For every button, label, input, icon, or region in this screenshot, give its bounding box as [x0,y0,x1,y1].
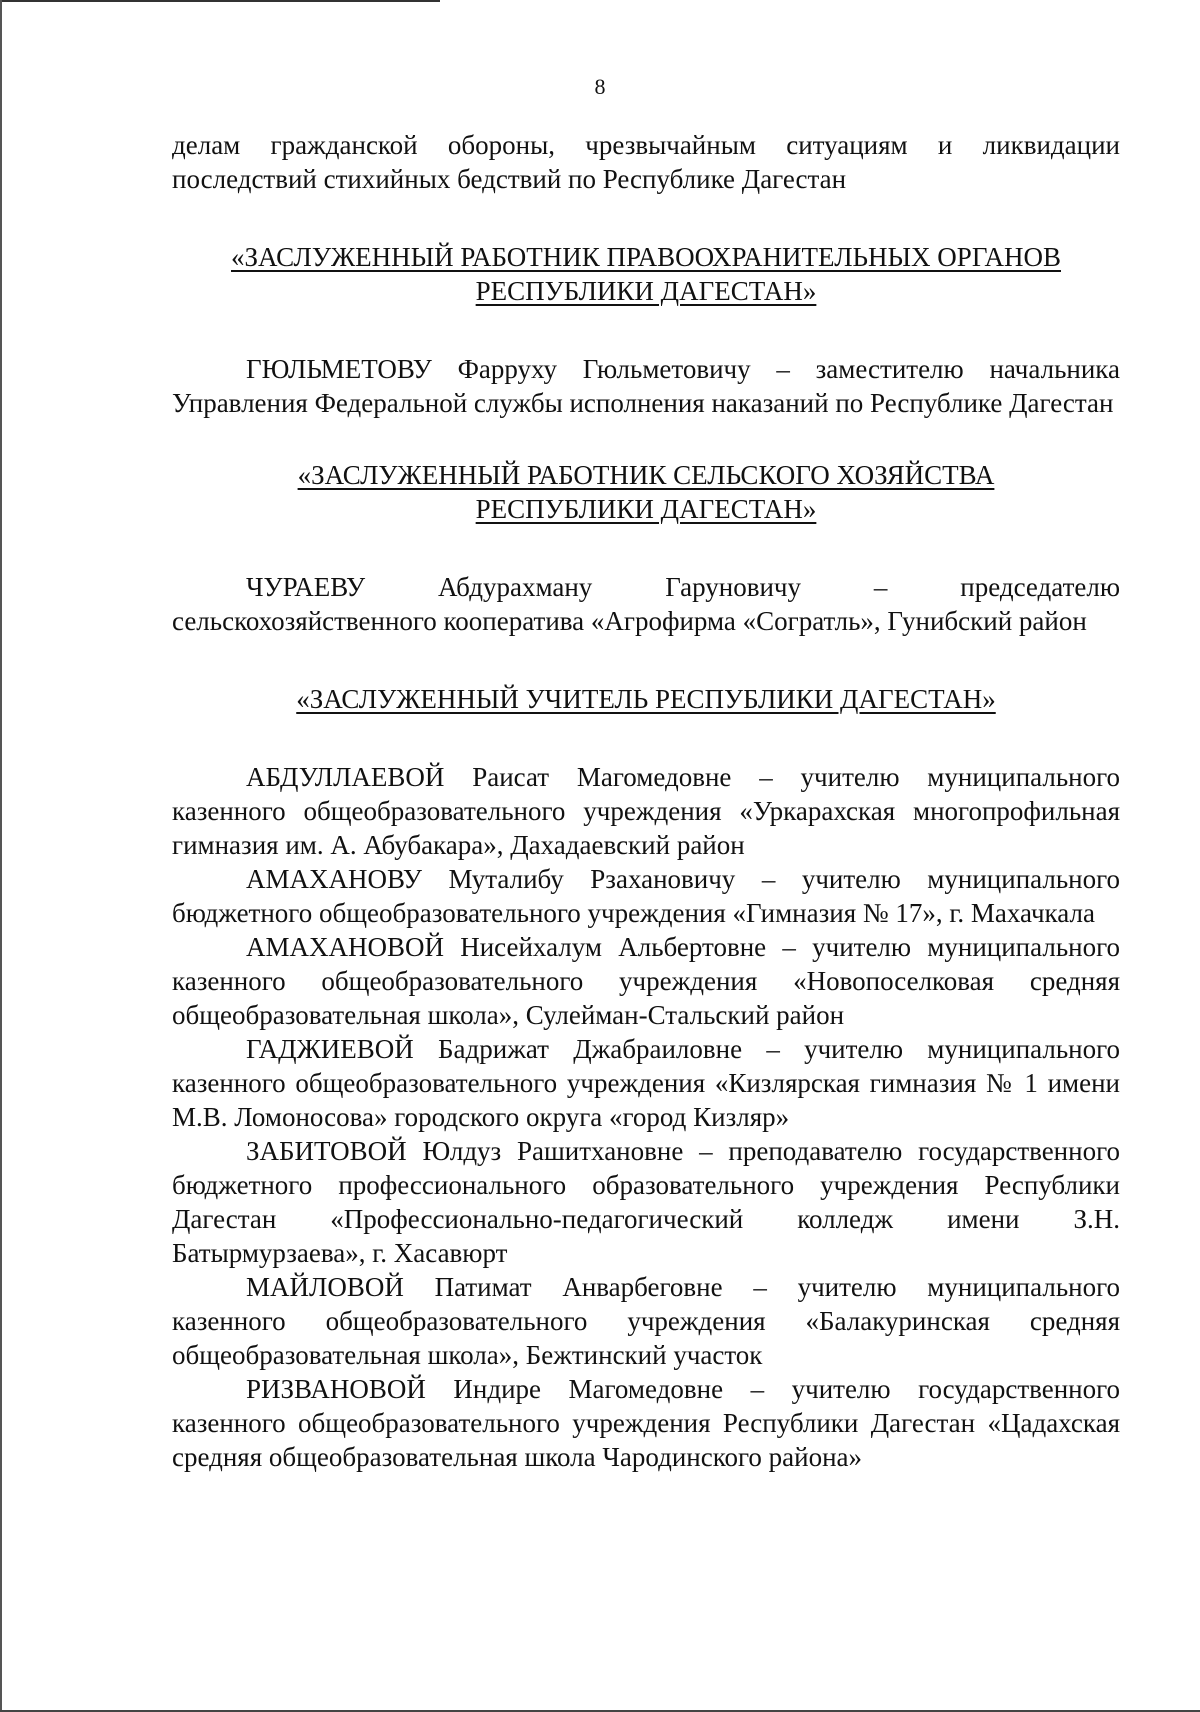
continuation-paragraph: делам гражданской обороны, чрезвычайным ситуациям и ликвидации последствий стихийных бедствий по Республике Дагестан [172,130,1120,194]
award-entry: МАЙЛОВОЙ Патимат Анварбеговне – учителю муниципального казенного общеобразовательного учреждения «Балакуринская средняя общеобразовательная школа», Бежтинский участок [172,1272,1120,1370]
award-entry: ГАДЖИЕВОЙ Бадрижат Джабраиловне – учителю муниципального казенного общеобразовательного учреждения «Кизлярская гимназия № 1 имени М.В. Ломоносова» городского округа «город Кизляр» [172,1034,1120,1132]
scan-edge-left [0,0,2,1712]
section-heading-line: «ЗАСЛУЖЕННЫЙ РАБОТНИК ПРАВООХРАНИТЕЛЬНЫХ ОРГАНОВ [231,242,1061,272]
award-section-teacher [172,682,1120,1474]
section-heading-line: РЕСПУБЛИКИ ДАГЕСТАН» [475,276,817,306]
page-number: 8 [594,74,606,99]
award-entry: АМАХАНОВОЙ Нисейхалум Альбертовне – учителю муниципального казенного общеобразовательного учреждения «Новопоселковая средняя общеобразовательная школа», Сулейман-Стальский район [172,932,1120,1030]
award-entry: ЧУРАЕВУ Абдурахману Гаруновичу – председателю сельскохозяйственного кооператива «Агрофирма «Согратль», Гунибский район [172,572,1120,636]
award-entry: РИЗВАНОВОЙ Индире Магомедовне – учителю государственного казенного общеобразовательного учреждения Республики Дагестан «Цадахская средняя общеобразовательная школа Чародинского района» [172,1374,1120,1472]
award-entry: АБДУЛЛАЕВОЙ Раисат Магомедовне – учителю муниципального казенного общеобразовательного учреждения «Уркарахская многопрофильная гимназия им. А. Абубакара», Дахадаевский район [172,762,1120,860]
section-heading-line: РЕСПУБЛИКИ ДАГЕСТАН» [475,494,817,524]
document-body [172,128,1120,1474]
section-heading [172,458,1120,526]
award-section-agriculture [172,458,1120,638]
section-heading-line: «ЗАСЛУЖЕННЫЙ УЧИТЕЛЬ РЕСПУБЛИКИ ДАГЕСТАН» [296,684,996,714]
section-heading [172,682,1120,716]
award-entry: АМАХАНОВУ Муталибу Рзахановичу – учителю муниципального бюджетного общеобразовательного учреждения «Гимназия № 17», г. Махачкала [172,864,1120,928]
section-heading [172,240,1120,308]
section-heading-line: «ЗАСЛУЖЕННЫЙ РАБОТНИК СЕЛЬСКОГО ХОЗЯЙСТВА [297,460,995,490]
award-entry: ГЮЛЬМЕТОВУ Фарруху Гюльметовичу – заместителю начальника Управления Федеральной службы исполнения наказаний по Республике Дагестан [172,354,1120,418]
award-section-law-enforcement [172,240,1120,420]
scan-edge-top [0,0,440,2]
award-entry: ЗАБИТОВОЙ Юлдуз Рашитхановне – преподавателю государственного бюджетного профессионального образовательного учреждения Республики Дагестан «Профессионально-педагогический колледж имени З.Н. Батырмурзаева», г. Хасавюрт [172,1136,1120,1268]
